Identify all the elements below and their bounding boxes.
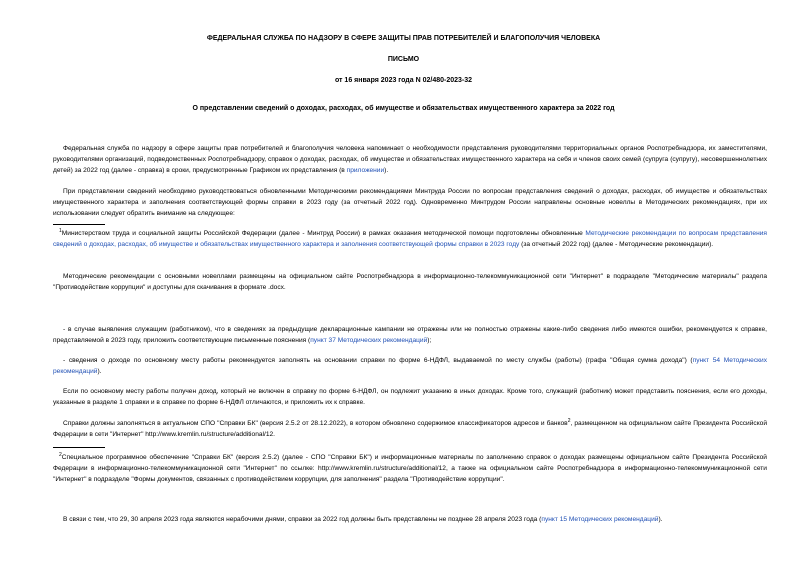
footnote-divider-2 [53, 447, 105, 448]
document-subject: О представлении сведений о доходах, расходах, об имуществе и обязательствах имущественного характера за 2022 год [192, 105, 615, 112]
footnote-1-continuation: Методические рекомендации с основными новеллами размещены на официальном сайте Роспотребнадзора в информационно-телекоммуникационной сети "Интернет" в подразделе "Методические материалы" раздела "Противодействие коррупции" и доступны для скачивания в формате .docx. [53, 273, 767, 291]
document-date-number: от 16 января 2023 года N 02/480-2023-32 [334, 77, 473, 84]
footnote-1: $^1$Министерством труда и социальной защиты Российской Федерации (далее - Минтруд России) в рамках оказания методической помощи подготовлены обновленные Методические рекомендации по вопросам представления сведений о доходах, расходах, об имуществе и обязательствах имущественного характера и заполнения соответствующей формы справки в 2023 году (за отчетный 2022 год) (далее - Методические рекомендации). [53, 228, 767, 248]
link-point-37[interactable]: пункт 37 Методических рекомендаций [310, 337, 428, 344]
agency-title: ФЕДЕРАЛЬНАЯ СЛУЖБА ПО НАДЗОРУ В СФЕРЕ ЗАЩИТЫ ПРАВ ПОТРЕБИТЕЛЕЙ И БЛАГОПОЛУЧИЯ ЧЕЛОВЕКА [206, 35, 601, 42]
document-type: ПИСЬМО [387, 56, 420, 63]
paragraph-income-main-job: - сведения о доходе по основному месту работы рекомендуется заполнять на основании справки по форме 6-НДФЛ, выдаваемой по месту службы (работы) (графа "Общая сумма дохода") (пункт 54 Методических рекомендаций). [53, 357, 768, 375]
paragraph-intro: Федеральная служба по надзору в сфере защиты прав потребителей и благополучия человека напоминает о необходимости представления руководителями территориальных органов Роспотребнадзора, их заместителями, руководителями организаций, подведомственных Роспотребнадзору, справок о доходах, расходах, об имуществе и обязательствах имущественного характера на себя и членов своих семей (супруга (супругу), несовершеннолетних детей) за 2022 год (далее - справка) в сроки, предусмотренные Графиком их представления (в приложении). [53, 145, 767, 174]
link-point-54[interactable]: пункт 54 Методических рекомендаций [53, 357, 768, 375]
link-appendix[interactable]: приложении [346, 167, 385, 174]
link-methodical-recommendations[interactable]: Методические рекомендации по вопросам представления сведений о доходах, расходах, об имуществе и обязательствах имущественного характера и заполнения соответствующей формы справки в 2023 году [53, 230, 767, 248]
paragraph-errors-clarification: - в случае выявления служащим (работником), что в сведениях за предыдущие декларационные кампании не отражены или не полностью отражены какие-либо сведения либо имеются ошибки, рекомендуется к справке, представляемой в 2023 году, приложить соответствующие письменные пояснения (пункт 37 Методических рекомендаций); [53, 326, 767, 344]
paragraph-deadline: В связи с тем, что 29, 30 апреля 2023 года являются нерабочими днями, справки за 2022 год должны быть представлены не позднее 28 апреля 2023 года (пункт 15 Методических рекомендаций). [63, 516, 663, 523]
footnote-divider [53, 224, 105, 225]
paragraph-other-income: Если по основному месту работы получен доход, который не включен в справку по форме 6-НДФЛ, он подлежит указанию в иных доходах. Кроме того, служащий (работник) может представить пояснения, если его доходы, указанные в разделе 1 справки и в справке по форме 6-НДФЛ отличаются, и приложить их к справке. [53, 388, 767, 406]
footnote-2: $^2$Специальное программное обеспечение "Справки БК" (версия 2.5.2) (далее - СПО "Справки БК") и информационные материалы по заполнению справок о доходах размещены официальном сайте Президента Российской Федерации в информационно-телекоммуникационной сети "Интернет" по ссылке: http://www.kremlin.ru/structure/additional/12, а также на официальном сайте Роспотребнадзора в информационно-телекоммуникационной сети "Интернет" в подразделе "Формы документов, связанных с противодействием коррупции, для заполнения" раздела "Противодействие коррупции". [53, 452, 767, 483]
paragraph-spo-software: Справки должны заполняться в актуальном СПО "Справки БК" (версия 2.5.2 от 28.12.2022), в котором обновлено содержимое классификаторов адресов и банков$^2$, размещенном на официальном сайте Президента Российской Федерации в сети "Интернет" http://www.kremlin.ru/structure/additional/12. [53, 418, 768, 438]
paragraph-guidelines: При представлении сведений необходимо руководствоваться обновленными Методическими рекомендациями Минтруда России по вопросам представления сведений о доходах, расходах, об имуществе и обязательствах имущественного характера и заполнения соответствующей формы справки в 2023 году (за отчетный 2022 год). Одновременно Минтрудом России направлены основные новеллы в Методических рекомендациях, при их использовании следует обратить внимание на следующее: [53, 188, 767, 217]
link-point-15[interactable]: пункт 15 Методических рекомендаций [541, 516, 659, 523]
